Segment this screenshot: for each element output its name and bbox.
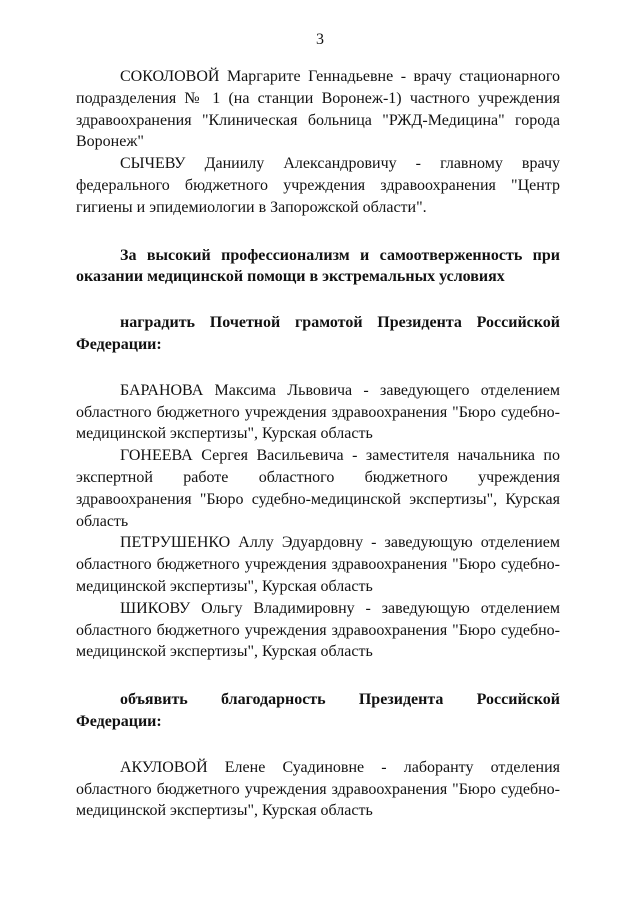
award-heading-gratitude: объявить благодарность Президента Российской Федерации: [76,691,560,730]
spacer [76,288,560,312]
awardee-paragraph: ШИКОВУ Ольгу Владимировну - заведующую отделением областного бюджетного учреждения здравоохранения "Бюро судебно-медицинской экспертизы", Курская область [76,599,560,661]
spacer [76,663,560,689]
spacer [76,733,560,757]
section-heading: За высокий профессионализм и самоотверженность при оказании медицинской помощи в экстремальных условиях [76,246,560,286]
awardee-paragraph: БАРАНОВА Максима Львовича - заведующего отделением областного бюджетного учреждения здравоохранения "Бюро судебно-медицинской экспертизы", Курская область [76,381,560,443]
award-heading-certificate: наградить Почетной грамотой Президента Российской Федерации: [76,314,560,353]
awardee-paragraph: АКУЛОВОЙ Елене Суадиновне - лаборанту отделения областного бюджетного учреждения здравоохранения "Бюро судебно-медицинской экспертизы", Курская область [76,758,560,820]
spacer [76,356,560,380]
awardee-paragraph: ГОНЕЕВА Сергея Васильевича - заместителя начальника по экспертной работе областного бюджетного учреждения здравоохранения "Бюро судебно-медицинской экспертизы", Курская область [76,447,560,530]
awardee-paragraph: СЫЧЕВУ Даниилу Александровичу - главному врачу федерального бюджетного учреждения здравоохранения "Центр гигиены и эпидемиологии в Запорожской области". [76,155,560,216]
document-body [76,66,560,822]
page-number: 3 [316,31,324,48]
awardee-paragraph: СОКОЛОВОЙ Маргарите Геннадьевне - врачу стационарного подразделения № 1 (на станции Воронеж-1) частного учреждения здравоохранения "Клиническая больница "РЖД-Медицина" города Воронеж" [76,68,560,151]
awardee-paragraph: ПЕТРУШЕНКО Аллу Эдуардовну - заведующую отделением областного бюджетного учреждения здравоохранения "Бюро судебно-медицинской экспертизы", Курская область [76,534,560,595]
spacer [76,219,560,245]
